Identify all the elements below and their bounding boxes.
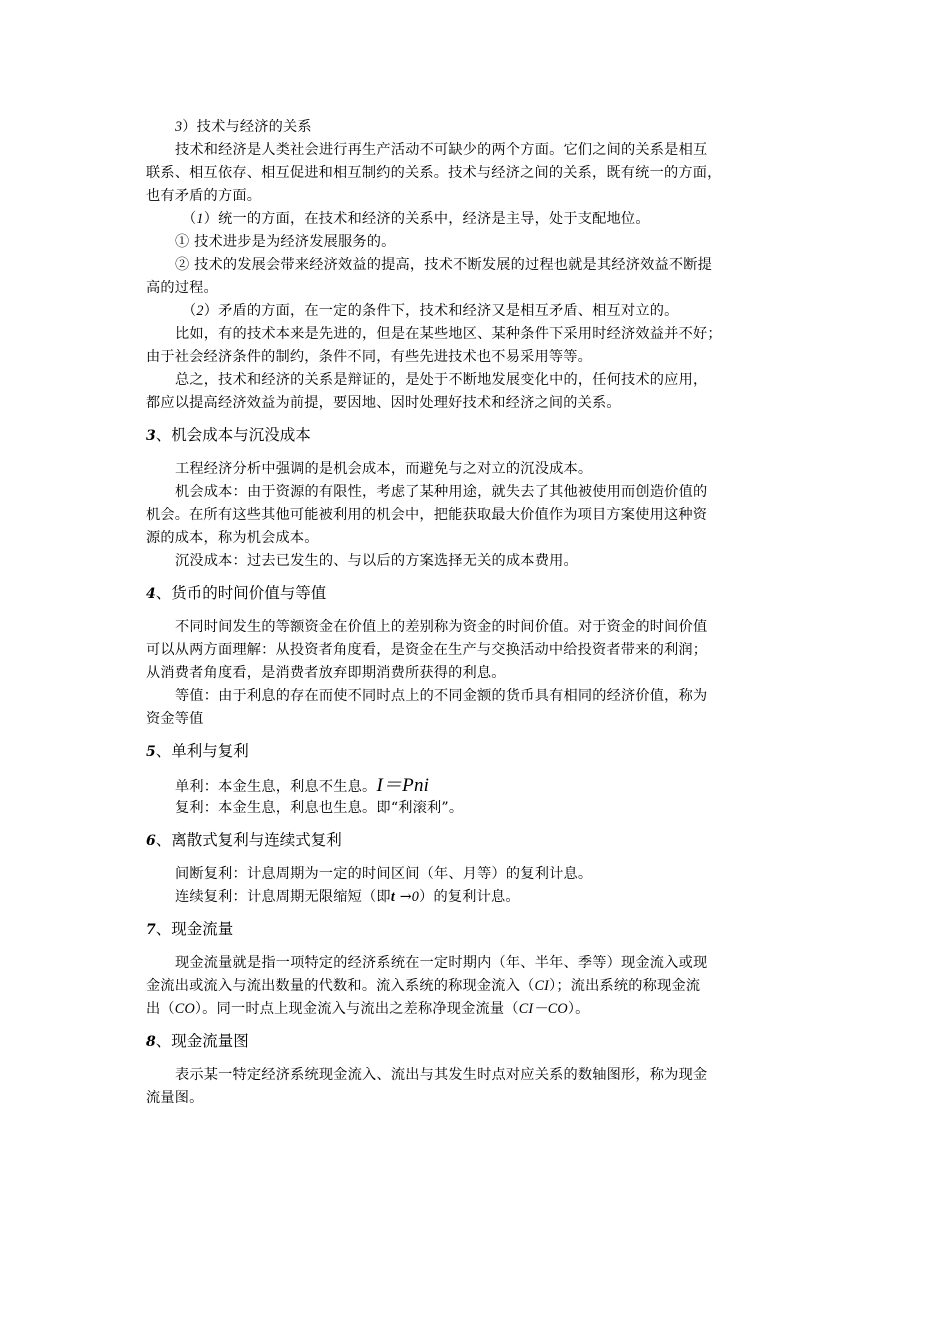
list-item: 高的过程。	[146, 280, 218, 296]
paragraph-line: 从消费者角度看，是消费者放弃即期消费所获得的利息。	[146, 665, 506, 681]
paragraph-line: 出（CO）。同一时点上现金流入与流出之差称净现金流量（CI－CO）。	[146, 1001, 590, 1017]
paragraph-line: 金流出或流入与流出数量的代数和。流入系统的称现金流入（CI）；流出系统的称现金流	[146, 978, 701, 994]
paragraph-line: 表示某一特定经济系统现金流入、流出与其发生时点对应关系的数轴图形，称为现金	[175, 1067, 708, 1083]
paragraph-line: 不同时间发生的等额资金在价值上的差别称为资金的时间价值。对于资金的时间价值	[175, 619, 708, 635]
section-heading: 3、机会成本与沉没成本	[146, 426, 311, 444]
paragraph-line: 现金流量就是指一项特定的经济系统在一定时期内（年、半年、季等）现金流入或现	[175, 955, 708, 971]
paragraph-line: 机会。在所有这些其他可能被利用的机会中，把能获取最大价值作为项目方案使用这种资	[146, 507, 708, 523]
list-item: ① 技术进步是为经济发展服务的。	[175, 234, 396, 250]
simple-interest-formula: I＝Pni	[376, 775, 430, 796]
paragraph-line: 沉没成本：过去已发生的、与以后的方案选择无关的成本费用。	[175, 553, 578, 569]
paragraph-line: 比如，有的技术本来是先进的，但是在某些地区、某种条件下采用时经济效益并不好；	[175, 326, 722, 342]
paragraph-line: 工程经济分析中强调的是机会成本，而避免与之对立的沉没成本。	[175, 461, 593, 477]
section-heading: 4、货币的时间价值与等值	[146, 584, 327, 602]
paragraph-line: 单利：本金生息，利息不生息。I＝Pni	[175, 775, 430, 796]
list-item: （2）矛盾的方面，在一定的条件下，技术和经济又是相互矛盾、相互对立的。	[182, 303, 679, 319]
document-page	[146, 116, 810, 1110]
section-heading: 5、单利与复利	[146, 742, 249, 760]
section-heading: 6、离散式复利与连续式复利	[146, 831, 342, 849]
list-item: （1）统一的方面，在技术和经济的关系中，经济是主导，处于支配地位。	[182, 211, 650, 227]
subsection-title: 3）技术与经济的关系	[175, 119, 312, 135]
paragraph-line: 等值：由于利息的存在而使不同时点上的不同金额的货币具有相同的经济价值，称为	[175, 688, 708, 704]
paragraph-line: 资金等值	[146, 711, 204, 727]
paragraph-line: 复利：本金生息，利息也生息。即“利滚利”。	[175, 800, 464, 816]
paragraph-line: 总之，技术和经济的关系是辩证的，是处于不断地发展变化中的，任何技术的应用，	[175, 372, 708, 388]
paragraph-line: 机会成本：由于资源的有限性，考虑了某种用途，就失去了其他被使用而创造价值的	[175, 484, 708, 500]
paragraph-line: 由于社会经济条件的制约，条件不同，有些先进技术也不易采用等等。	[146, 349, 593, 365]
paragraph-line: 技术和经济是人类社会进行再生产活动不可缺少的两个方面。它们之间的关系是相互	[175, 142, 708, 158]
list-item: ② 技术的发展会带来经济效益的提高，技术不断发展的过程也就是其经济效益不断提	[175, 257, 713, 273]
paragraph-line: 流量图。	[146, 1090, 204, 1106]
section-heading: 8、现金流量图	[146, 1032, 249, 1050]
paragraph-line: 也有矛盾的方面。	[146, 188, 262, 204]
paragraph-line: 连续复利：计息周期无限缩短（即t →0）的复利计息。	[175, 889, 520, 905]
paragraph-line: 源的成本，称为机会成本。	[146, 530, 319, 546]
section-heading: 7、现金流量	[146, 920, 234, 938]
paragraph-line: 可以从两方面理解：从投资者角度看，是资金在生产与交换活动中给投资者带来的利润；	[146, 642, 708, 658]
paragraph-line: 都应以提高经济效益为前提，要因地、因时处理好技术和经济之间的关系。	[146, 395, 621, 411]
paragraph-line: 间断复利：计息周期为一定的时间区间（年、月等）的复利计息。	[175, 866, 593, 882]
paragraph-line: 联系、相互依存、相互促进和相互制约的关系。技术与经济之间的关系，既有统一的方面，	[146, 165, 722, 181]
